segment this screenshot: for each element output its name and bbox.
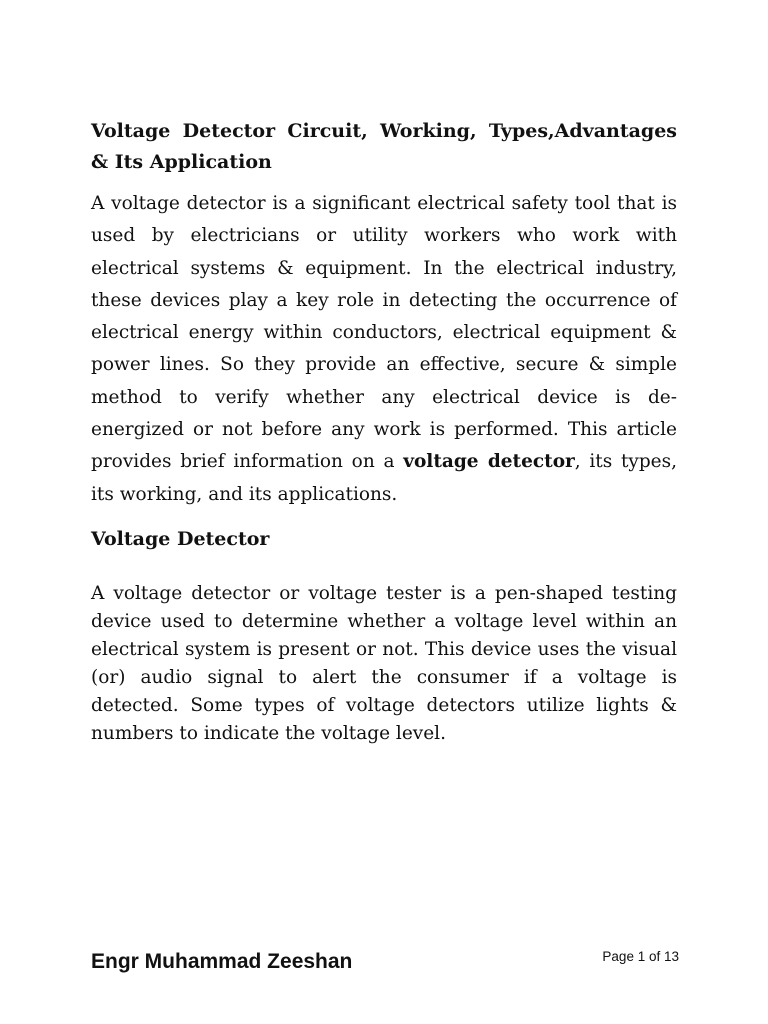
intro-text-end: , its types, its working, and its applications. xyxy=(91,451,678,505)
page-number: Page 1 of 13 xyxy=(602,949,679,964)
intro-bold-term: voltage detector xyxy=(403,451,575,473)
page-content xyxy=(91,116,677,748)
intro-paragraph xyxy=(91,188,677,511)
document-title: Voltage Detector Circuit, Working, Types,Advantages & Its Application xyxy=(91,120,677,173)
section-paragraph: A voltage detector or voltage tester is a pen-shaped testing device used to determine whether a voltage level within an electrical system is present or not. This device uses the visual (or) audio signal to alert the consumer if a voltage is detected. Some types of voltage detectors utilize lights & numbers to indicate the voltage level. xyxy=(91,582,677,744)
intro-text-start: A voltage detector is a significant electrical safety tool that is used by electricians or utility workers who work with electrical systems & equipment. In the electrical industry, these devices play a key role in detecting the occurrence of electrical energy within conductors, electrical equipment & power lines. So they provide an effective, secure & simple method to verify whether any electrical device is de-energized or not before any work is performed. This article provides brief information on a xyxy=(91,193,677,473)
footer-author: Engr Muhammad Zeeshan xyxy=(91,950,353,973)
section-heading: Voltage Detector xyxy=(91,527,270,550)
